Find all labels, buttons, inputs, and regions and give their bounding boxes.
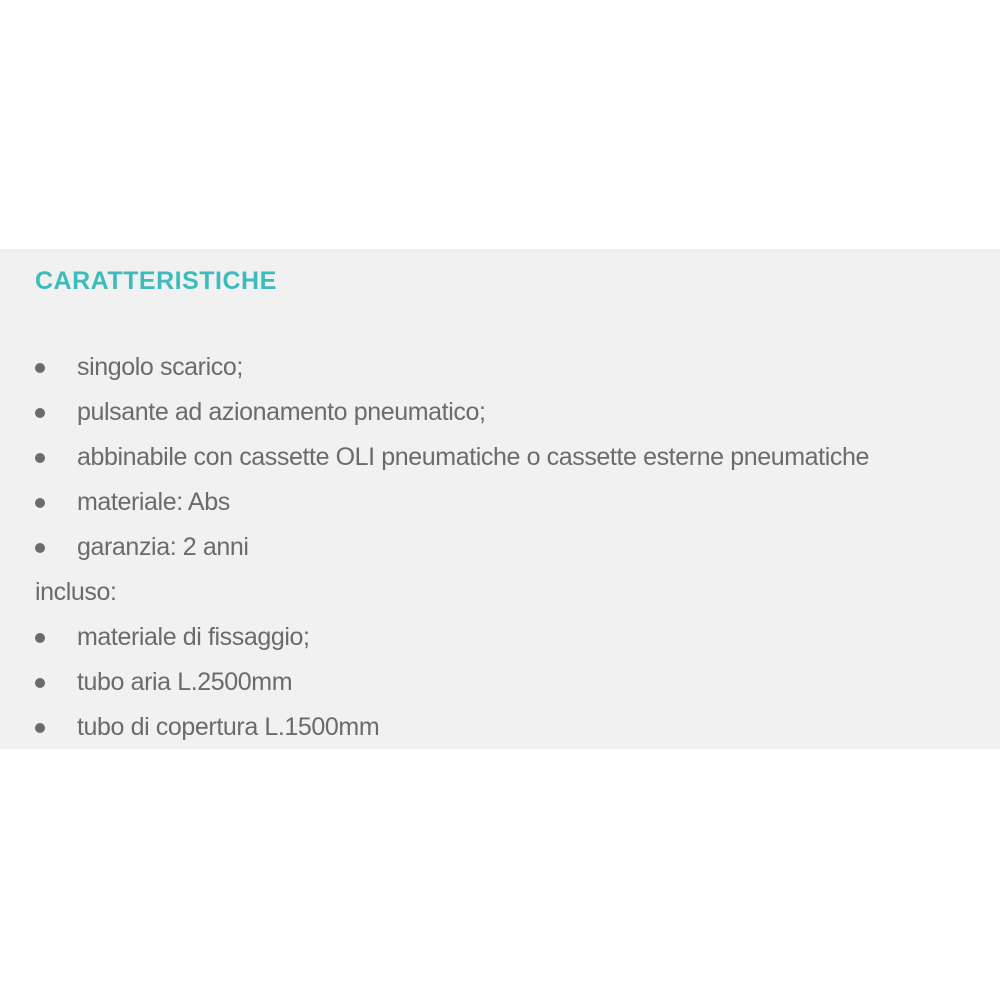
list-item <box>0 435 1000 480</box>
list-item <box>0 660 1000 705</box>
list-item-text: pulsante ad azionamento pneumatico; <box>77 398 486 426</box>
list-item-text: materiale: Abs <box>77 488 230 516</box>
list-item <box>0 390 1000 435</box>
bullet-icon <box>35 498 45 508</box>
bullet-icon <box>35 363 45 373</box>
bullet-icon <box>35 723 45 733</box>
list-item <box>0 705 1000 750</box>
list-item-text: garanzia: 2 anni <box>77 533 249 561</box>
bullet-icon <box>35 633 45 643</box>
section-title: CARATTERISTICHE <box>35 267 277 295</box>
bullet-icon <box>35 408 45 418</box>
list-item-text: singolo scarico; <box>77 353 243 381</box>
list-item <box>0 345 1000 390</box>
list-item <box>0 480 1000 525</box>
list-item-text: tubo aria L.2500mm <box>77 668 293 696</box>
list-item-text: abbinabile con cassette OLI pneumatiche o cassette esterne pneumatiche <box>77 443 869 471</box>
included-label-text: incluso: <box>35 578 117 606</box>
list-item-text: tubo di copertura L.1500mm <box>77 713 380 741</box>
list-item-text: materiale di fissaggio; <box>77 623 310 651</box>
list-item <box>0 525 1000 570</box>
list-item <box>0 615 1000 660</box>
bullet-icon <box>35 543 45 553</box>
features-list <box>0 345 1000 750</box>
bullet-icon <box>35 678 45 688</box>
bullet-icon <box>35 453 45 463</box>
included-label <box>0 570 1000 615</box>
